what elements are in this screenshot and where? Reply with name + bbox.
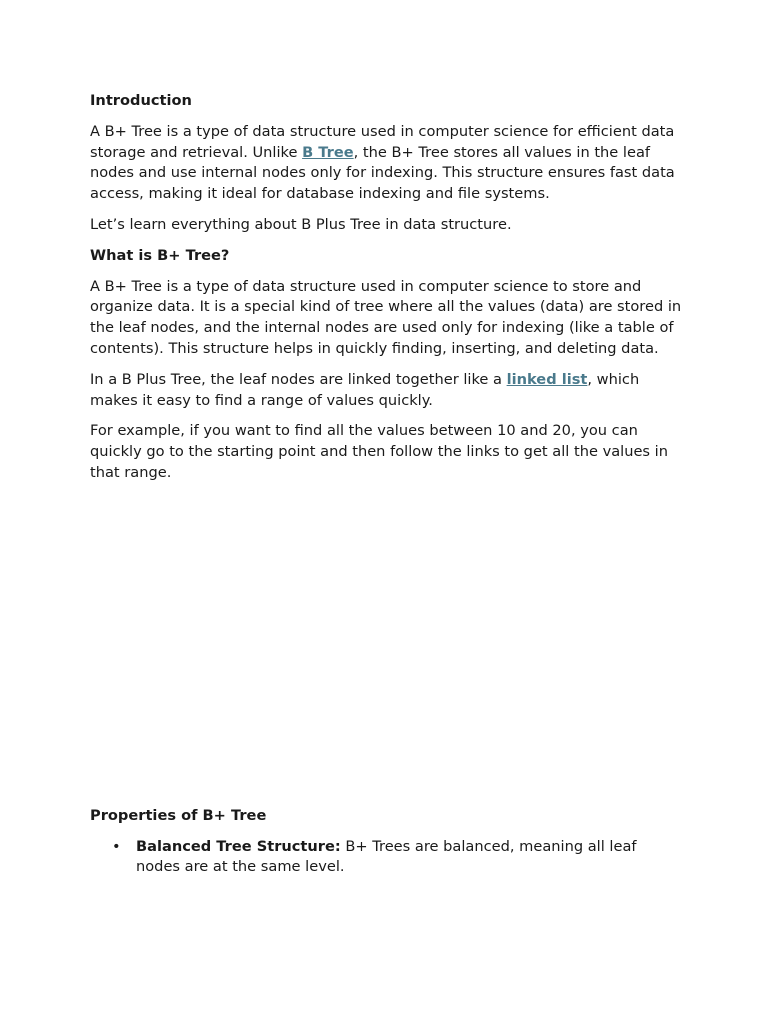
what-is-text-after-link: , which makes it easy to find a range of values quickly. — [90, 370, 640, 409]
properties-list — [90, 837, 682, 879]
article-body — [90, 91, 682, 878]
intro-text-before-link: A B+ Tree is a type of data structure used in computer science for efficient data storage and retrieval. Unlike — [90, 122, 675, 161]
intro-paragraph — [90, 122, 682, 205]
property-description: B+ Trees are balanced, meaning all leaf nodes are at the same level. — [136, 837, 637, 876]
property-term: Balanced Tree Structure: — [136, 837, 341, 855]
intro-lead-paragraph: Let’s learn everything about B Plus Tree in data structure. — [90, 215, 512, 233]
bullet-marker: • — [112, 837, 121, 855]
list-item — [112, 837, 682, 879]
what-is-paragraph-1: A B+ Tree is a type of data structure used in computer science to store and organize data. It is a special kind of tree where all the values (data) are stored in the leaf nodes, and the internal nodes are used only for indexing (like a table of contents). This structure helps in quickly finding, inserting, and deleting data. — [90, 277, 682, 357]
what-is-paragraph-3: For example, if you want to find all the values between 10 and 20, you can quickly go to the starting point and then follow the links to get all the values in that range. — [90, 422, 668, 481]
blank-figure-area — [90, 494, 682, 806]
linked-list-link[interactable]: linked list — [506, 370, 588, 388]
what-is-heading: What is B+ Tree? — [90, 246, 230, 264]
what-is-text-before-link: In a B Plus Tree, the leaf nodes are linked together like a — [90, 370, 507, 388]
b-tree-link[interactable]: B Tree — [302, 143, 354, 161]
intro-text-after-link: , the B+ Tree stores all values in the leaf nodes and use internal nodes only for indexing. This structure ensures fast data access, making it ideal for database indexing and file systems. — [90, 143, 675, 203]
properties-heading: Properties of B+ Tree — [90, 806, 267, 824]
what-is-paragraph-2 — [90, 370, 682, 412]
intro-heading: Introduction — [90, 92, 192, 109]
